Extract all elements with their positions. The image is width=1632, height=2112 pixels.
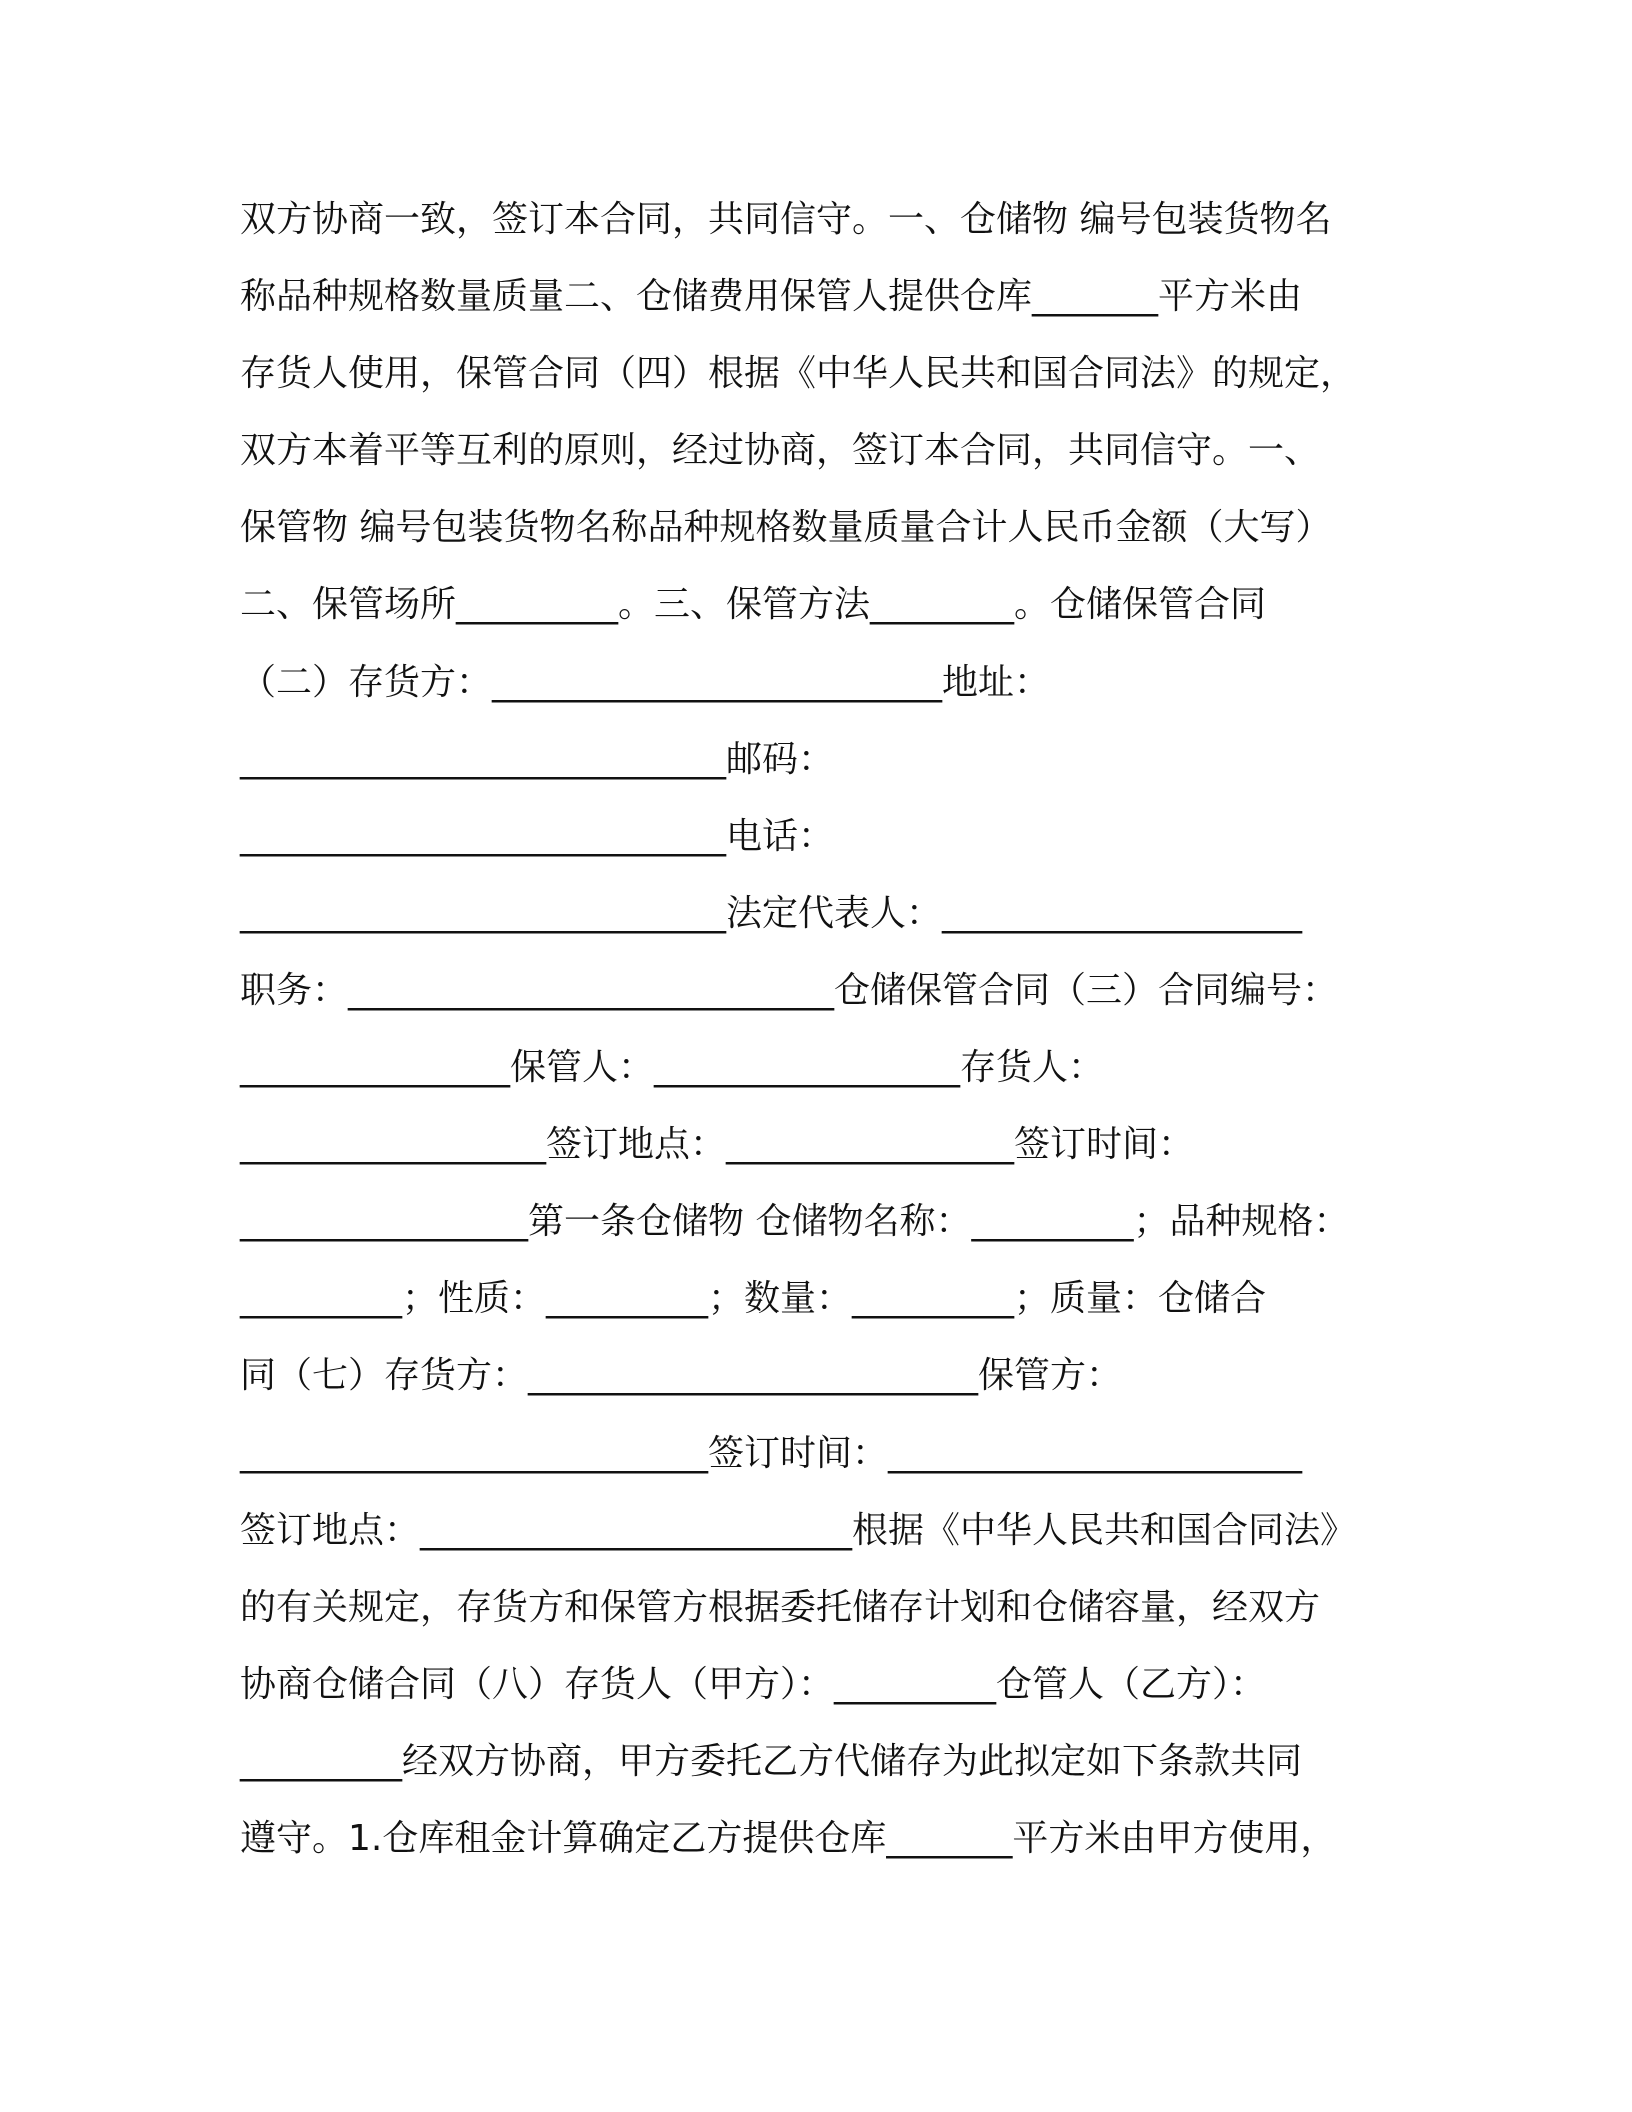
text-line: __________________________签订时间：_______________________ bbox=[240, 1432, 1303, 1474]
text-line: 同（七）存货方：_________________________保管方： bbox=[240, 1355, 1123, 1397]
text-line: ________________第一条仓储物 仓储物名称：_________；品种规格： bbox=[240, 1201, 1350, 1243]
text-line: ___________________________法定代表人：____________________ bbox=[240, 892, 1303, 934]
text-line: _________经双方协商，甲方委托乙方代储存为此拟定如下条款共同 bbox=[240, 1740, 1303, 1782]
text-line: （二）存货方：_________________________地址： bbox=[240, 661, 1051, 703]
text-line: _________；性质：_________；数量：_________；质量：仓储合 bbox=[240, 1278, 1267, 1320]
contract-body bbox=[240, 192, 1400, 1888]
text-line: ___________________________邮码： bbox=[240, 738, 835, 780]
text-line: 二、保管场所_________。三、保管方法________。仓储保管合同 bbox=[240, 584, 1267, 626]
text-line: 存货人使用，保管合同（四）根据《中华人民共和国合同法》的规定， bbox=[240, 353, 1357, 395]
text-line: 的有关规定，存货方和保管方根据委托储存计划和仓储容量，经双方 bbox=[240, 1586, 1321, 1628]
text-line: 职务：___________________________仓储保管合同（三）合同编号： bbox=[240, 969, 1339, 1011]
text-line: 遵守。1.仓库租金计算确定乙方提供仓库_______平方米由甲方使用， bbox=[240, 1817, 1337, 1859]
text-line: 称品种规格数量质量二、仓储费用保管人提供仓库_______平方米由 bbox=[240, 276, 1303, 318]
text-line: _________________签订地点：________________签订时间： bbox=[240, 1124, 1195, 1166]
text-line: 签订地点：________________________根据《中华人民共和国合同法》 bbox=[240, 1509, 1357, 1551]
text-line: 保管物 编号包装货物名称品种规格数量质量合计人民币金额（大写） bbox=[240, 507, 1332, 549]
text-line: 双方本着平等互利的原则，经过协商，签订本合同，共同信守。一、 bbox=[240, 430, 1321, 472]
text-line: ___________________________电话： bbox=[240, 815, 835, 857]
text-line: 协商仓储合同（八）存货人（甲方）：_________仓管人（乙方）： bbox=[240, 1663, 1267, 1705]
text-line: _______________保管人：_________________存货人： bbox=[240, 1047, 1105, 1089]
text-line: 双方协商一致，签订本合同，共同信守。一、仓储物 编号包装货物名 bbox=[240, 199, 1332, 240]
